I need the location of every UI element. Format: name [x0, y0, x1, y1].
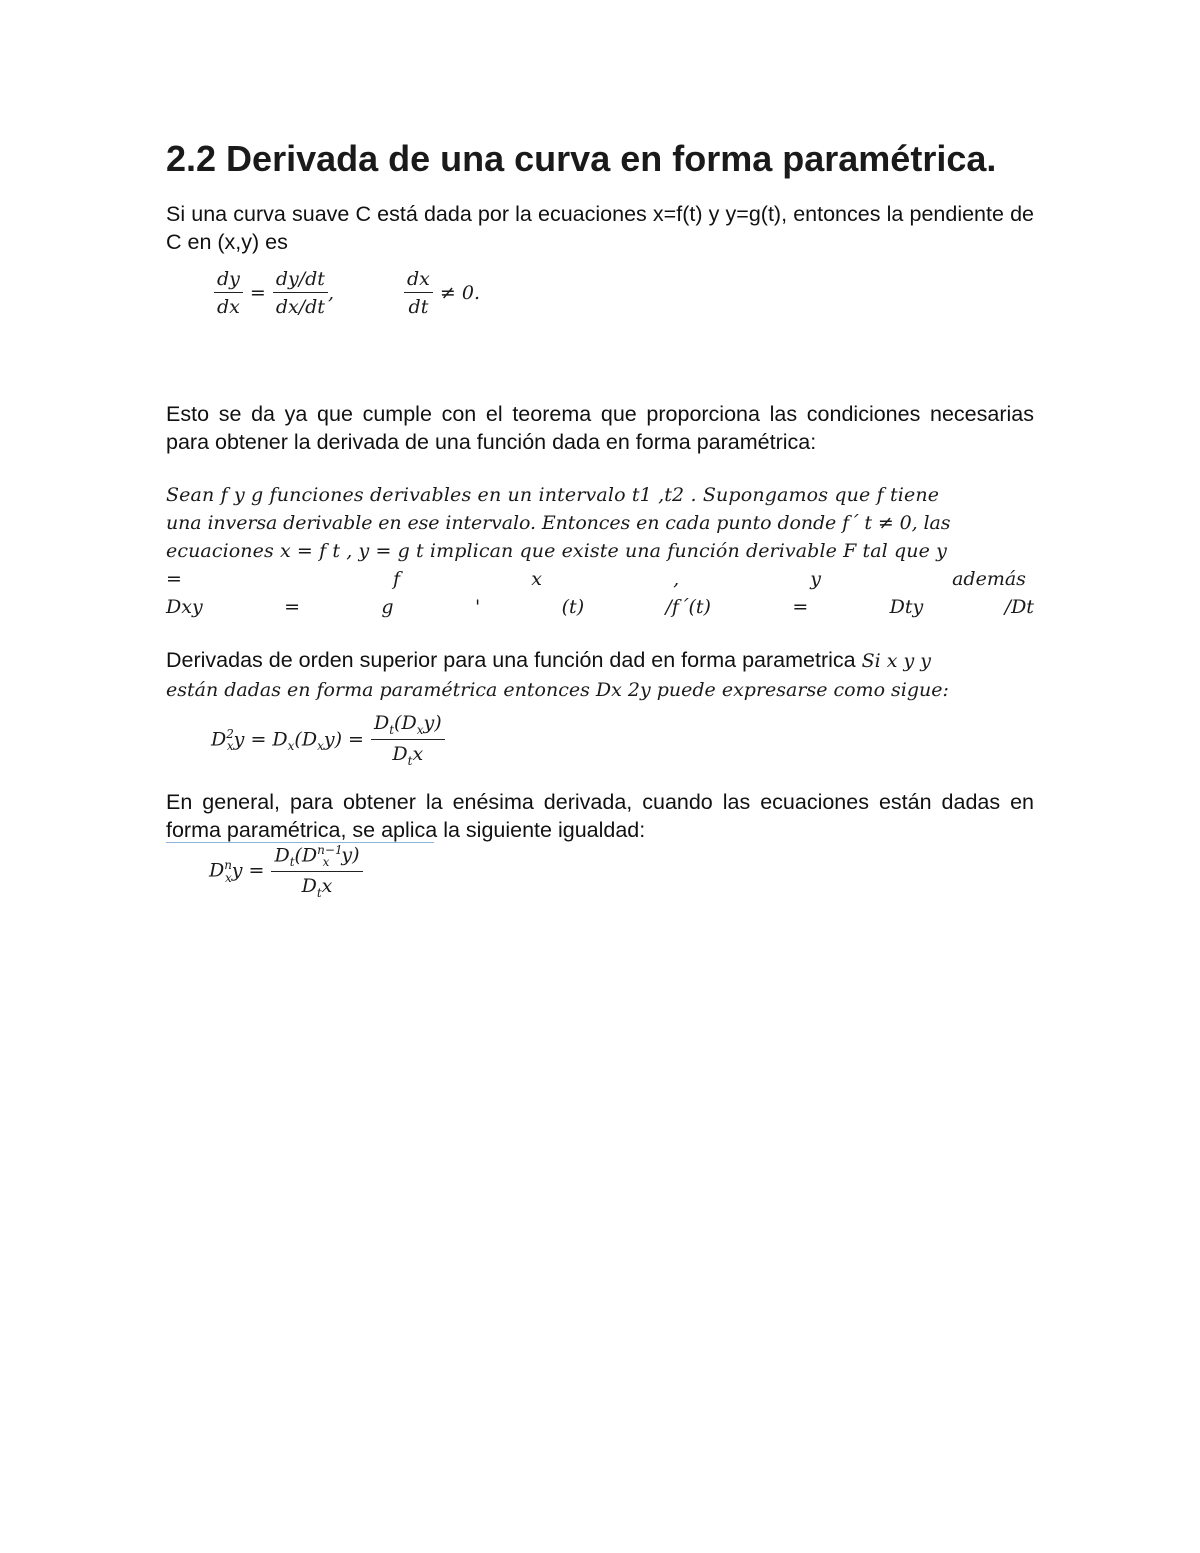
fraction-dy-dx: $\frac{dy}{dx}$ [214, 268, 243, 318]
slope-formula: $\frac{dy}{dx}$ = $\frac{dy/dt}{dx/dt}$ , [210, 268, 337, 318]
nth-derivative-formula: $D^n_xy$ = $\frac{D_t(D^{n-1}_x y)}{D_tx}$ [206, 843, 367, 900]
fraction-nth-derivative: $\frac{D_t(D^{n-1}_x y)}{D_tx}$ [271, 843, 362, 900]
theorem-line: una inversa derivable en ese intervalo. Entonces en cada punto donde f´ t ≠ 0, las [166, 512, 951, 534]
theorem-line-spread: Dxy = g ' (t) /f´(t) = Dty /Dt [166, 596, 1034, 618]
theorem-line: Sean f y g funciones derivables en un intervalo t1 ,t2 . Supongamos que f tiene [166, 484, 940, 506]
theorem-block [166, 481, 1034, 621]
fraction-second-derivative: $\frac{D_t(D_xy)}{D_tx}$ [371, 712, 445, 768]
theorem-line-spread: = f x , y además [166, 568, 1026, 590]
higher-order-paragraph: Derivadas de orden superior para una función dad en forma parametrica Si x y y están dadas en forma paramétrica entonces Dx 2y puede expresarse como sigue: [166, 648, 949, 701]
condition-formula: $\frac{dx}{dt}$ ≠ 0. [400, 268, 483, 318]
second-derivative-formula: $D^2_xy = D_x(D_xy)$ = $\frac{D_t(D_xy)}{D_tx}$ [208, 712, 449, 768]
theorem-line: ecuaciones x = f t , y = g t implican que existe una función derivable F tal que y [166, 540, 947, 562]
intro-paragraph: Si una curva suave C está dada por la ecuaciones x=f(t) y y=g(t), entonces la pendiente de C en (x,y) es [166, 202, 1034, 254]
section-title: 2.2 Derivada de una curva en forma paramétrica. [166, 138, 997, 179]
fraction-dydt-dxdt: $\frac{dy/dt}{dx/dt}$ [273, 268, 328, 318]
fraction-dx-dt: $\frac{dx}{dt}$ [404, 268, 433, 318]
general-paragraph: En general, para obtener la enésima derivada, cuando las ecuaciones están dadas en forma paramétrica, se aplica la siguiente igualdad: [166, 790, 1034, 842]
explanation-paragraph: Esto se da ya que cumple con el teorema que proporciona las condiciones necesarias para obtener la derivada de una función dada en forma paramétrica: [166, 402, 1034, 454]
